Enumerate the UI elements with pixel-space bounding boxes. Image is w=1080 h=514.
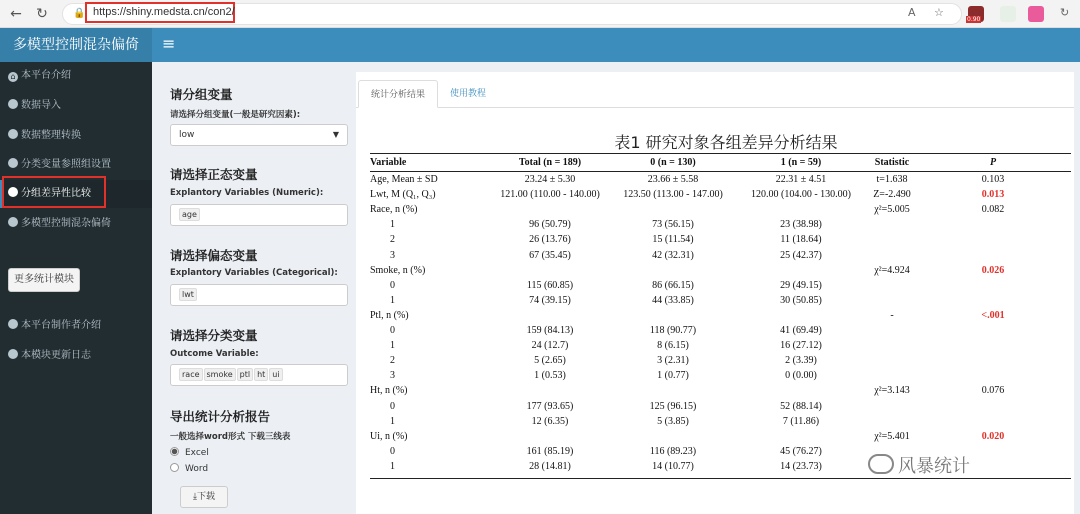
- table-cell: 23 (38.98): [780, 219, 822, 231]
- table-row: [370, 383, 1071, 398]
- table-row: [370, 308, 1071, 323]
- table-cell: 5 (2.65): [534, 355, 566, 367]
- table-cell: 23.24 ± 5.30: [524, 174, 576, 185]
- p-value-cell: 0.082: [981, 204, 1005, 216]
- group-select-value: low: [179, 130, 195, 140]
- table-cell: t=1.638: [876, 174, 908, 185]
- table-cell: 44 (33.85): [652, 294, 694, 306]
- table-row: [370, 217, 1071, 232]
- variable-cell: Race, n (%): [370, 204, 418, 216]
- cat-label: Outcome Variable:: [170, 349, 259, 359]
- group-label: 请选择分组变量(一般是研究因素):: [170, 110, 301, 120]
- table-cell: 96 (50.79): [529, 219, 571, 231]
- variable-cell: 1: [390, 340, 395, 352]
- circle-icon: [8, 349, 18, 359]
- table-cell: 0 (0.00): [785, 370, 817, 382]
- table-cell: -: [890, 309, 894, 321]
- table-header-cell: Statistic: [874, 157, 910, 168]
- group-section-title: 请分组变量: [170, 87, 233, 102]
- sidebar-item-group-compare[interactable]: 分组差异性比较: [0, 180, 152, 208]
- table-row: [370, 429, 1071, 444]
- download-icon: ⤓: [193, 492, 197, 502]
- table-cell: 42 (32.31): [652, 249, 694, 261]
- table-cell: 177 (93.65): [526, 400, 574, 412]
- selected-tag[interactable]: age: [179, 208, 200, 221]
- sidebar-item-changelog[interactable]: 本模块更新日志: [0, 342, 152, 370]
- table-row: [370, 368, 1071, 383]
- variable-cell: 1: [390, 294, 395, 306]
- circle-icon: [8, 129, 18, 139]
- table-cell: 14 (23.73): [780, 460, 822, 472]
- table-cell: 1 (0.77): [657, 370, 689, 382]
- table-cell: 123.50 (113.00 - 147.00): [623, 189, 723, 201]
- sidebar-item-authors[interactable]: 本平台制作者介绍: [0, 312, 152, 340]
- variable-cell: 2: [390, 355, 395, 367]
- table-cell: 26 (13.76): [529, 234, 571, 246]
- variable-cell: 2: [390, 234, 395, 246]
- variable-cell: 0: [390, 279, 395, 291]
- table-cell: 116 (89.23): [649, 445, 697, 457]
- highlight-box: [2, 176, 106, 208]
- tab-results[interactable]: 统计分析结果: [358, 80, 438, 108]
- sidebar-item-intro[interactable]: ⌂ 本平台介绍: [0, 62, 152, 90]
- back-arrow-icon[interactable]: ←: [10, 6, 22, 22]
- table-header-cell: 0 (n = 130): [650, 157, 696, 168]
- selected-tag[interactable]: smoke: [204, 368, 236, 381]
- menu-toggle-icon[interactable]: ≡: [162, 34, 176, 53]
- reload-icon[interactable]: ↻: [36, 6, 48, 22]
- radio-checked-icon: [170, 447, 179, 456]
- group-select[interactable]: [170, 124, 348, 146]
- variable-cell: Ui, n (%): [370, 430, 408, 442]
- table-cell: 3 (2.31): [657, 355, 689, 367]
- download-button[interactable]: ⤓下载: [180, 486, 228, 508]
- table-row: [370, 399, 1071, 414]
- p-value-cell: 0.076: [981, 385, 1005, 397]
- table-cell: 11 (18.64): [780, 234, 822, 246]
- table-row: [370, 263, 1071, 278]
- table-row: [370, 202, 1071, 217]
- selected-tag[interactable]: ht: [254, 368, 268, 381]
- table-header-cell: 1 (n = 59): [780, 157, 822, 168]
- table-cell: 159 (84.13): [526, 325, 574, 336]
- table-row: [370, 248, 1071, 263]
- home-icon: ⌂: [8, 72, 18, 82]
- results-panel: [356, 72, 1074, 514]
- sidebar: [0, 62, 152, 514]
- normal-label: Explantory Variables (Numeric):: [170, 188, 324, 198]
- app-logo-title: 多模型控制混杂偏倚: [0, 28, 152, 62]
- selected-tag[interactable]: race: [179, 368, 203, 381]
- table-cell: 74 (39.15): [529, 294, 571, 306]
- table-cell: 22.31 ± 4.51: [775, 174, 827, 185]
- selected-tag[interactable]: ptl: [237, 368, 253, 381]
- top-navbar: [152, 28, 1080, 62]
- table-header-cell: Variable: [370, 157, 407, 168]
- table-cell: 120.00 (104.00 - 130.00): [751, 189, 851, 201]
- table-cell: 45 (76.27): [780, 445, 822, 457]
- table-title: 表1 研究对象各组差异分析结果: [614, 133, 838, 152]
- favorite-star-icon[interactable]: ☆: [934, 6, 944, 19]
- variable-cell: Age, Mean ± SD: [370, 174, 438, 185]
- table-row: [370, 293, 1071, 308]
- variable-cell: Smoke, n (%): [370, 264, 426, 276]
- table-cell: 12 (6.35): [531, 415, 569, 427]
- table-rule: [370, 478, 1071, 479]
- caret-down-icon: ▼: [332, 130, 339, 139]
- table-row: [370, 323, 1071, 338]
- table-cell: χ²=5.005: [874, 204, 910, 216]
- more-modules-button[interactable]: 更多统计模块: [8, 268, 80, 292]
- variable-cell: 0: [390, 445, 395, 457]
- p-value-cell: 0.103: [981, 174, 1005, 185]
- table-cell: 23.66 ± 5.58: [647, 174, 699, 185]
- table-cell: 121.00 (110.00 - 140.00): [500, 189, 600, 201]
- table-cell: 5 (3.85): [657, 415, 689, 427]
- table-header-cell: Total (n = 189): [518, 157, 582, 168]
- url-text[interactable]: https://shiny.medsta.cn/con2/: [85, 2, 235, 23]
- extension-icon[interactable]: [1000, 6, 1016, 22]
- selected-tag[interactable]: lwt: [179, 288, 197, 301]
- table-row: [370, 187, 1071, 202]
- table-cell: 30 (50.85): [780, 294, 822, 306]
- variable-cell: 1: [390, 219, 395, 231]
- extension-icon[interactable]: [1028, 6, 1044, 22]
- radio-word[interactable]: Word: [170, 463, 208, 474]
- table-cell: 41 (69.49): [780, 325, 822, 336]
- circle-icon: [8, 217, 18, 227]
- table-cell: χ²=4.924: [874, 264, 910, 276]
- table-cell: 16 (27.12): [780, 340, 822, 352]
- variable-cell: 1: [390, 415, 395, 427]
- table-cell: 1 (0.53): [534, 370, 566, 382]
- export-label: 一般选择word形式 下载三线表: [170, 432, 291, 442]
- table-cell: 15 (11.54): [652, 234, 694, 246]
- circle-icon: [8, 158, 18, 168]
- table-cell: 25 (42.37): [780, 249, 822, 261]
- table-cell: 29 (49.15): [780, 279, 822, 291]
- table-cell: χ²=3.143: [874, 385, 910, 397]
- circle-icon: [8, 99, 18, 109]
- extension-badge: 0.90: [967, 16, 981, 23]
- read-aloud-icon[interactable]: A: [908, 6, 916, 19]
- variable-cell: 1: [390, 460, 395, 472]
- table-cell: 2 (3.39): [785, 355, 817, 367]
- table-header-cell: P: [989, 157, 997, 168]
- sidebar-item-import[interactable]: 数据导入: [0, 92, 152, 120]
- table-cell: 161 (85.19): [526, 445, 574, 457]
- p-value-cell: 0.013: [981, 189, 1005, 201]
- p-value-cell: <.001: [981, 309, 1005, 321]
- input-panel: [160, 70, 350, 514]
- table-cell: 118 (90.77): [649, 325, 697, 336]
- variable-cell: 3: [390, 370, 395, 382]
- normal-multiselect[interactable]: [170, 204, 348, 226]
- variable-cell: Lwt, M (Q₁, Q₃): [370, 189, 436, 201]
- skew-multiselect[interactable]: [170, 284, 348, 306]
- table-cell: Z=-2.490: [873, 189, 911, 201]
- cat-section-title: 请选择分类变量: [170, 328, 258, 343]
- table-row: [370, 338, 1071, 353]
- selected-tag[interactable]: ui: [269, 368, 282, 381]
- sidebar-item-transform[interactable]: 数据整理转换: [0, 122, 152, 150]
- table-row: [370, 278, 1071, 293]
- lock-icon: 🔒: [73, 8, 86, 19]
- table-row: [370, 353, 1071, 368]
- table-row: [370, 172, 1071, 187]
- users-icon: [8, 319, 18, 329]
- refresh-extension-icon[interactable]: ↻: [1060, 6, 1070, 19]
- table-cell: 7 (11.86): [782, 415, 820, 427]
- wechat-icon: [868, 454, 894, 474]
- variable-cell: Ht, n (%): [370, 385, 408, 397]
- table-cell: 125 (96.15): [649, 400, 697, 412]
- table-cell: 24 (12.7): [531, 340, 569, 352]
- variable-cell: 0: [390, 325, 395, 336]
- table-cell: 115 (60.85): [526, 279, 574, 291]
- variable-cell: 3: [390, 249, 395, 261]
- table-row: [370, 414, 1071, 429]
- table-cell: χ²=5.401: [874, 430, 910, 442]
- sidebar-item-multimodel[interactable]: 多模型控制混杂偏倚: [0, 210, 152, 238]
- table-row: [370, 232, 1071, 247]
- table-cell: 73 (56.15): [652, 219, 694, 231]
- p-value-cell: 0.020: [981, 430, 1005, 442]
- table-cell: 8 (6.15): [657, 340, 689, 352]
- sidebar-item-reference[interactable]: 分类变量参照组设置: [0, 151, 152, 179]
- cat-multiselect[interactable]: [170, 364, 348, 386]
- tab-tutorial[interactable]: 使用教程: [450, 89, 487, 99]
- table-cell: 28 (14.81): [529, 460, 571, 472]
- radio-excel[interactable]: Excel: [170, 447, 209, 458]
- watermark: 风暴统计: [898, 456, 970, 477]
- variable-cell: 0: [390, 400, 395, 412]
- radio-unchecked-icon: [170, 463, 179, 472]
- export-section-title: 导出统计分析报告: [170, 409, 271, 424]
- normal-section-title: 请选择正态变量: [170, 167, 258, 182]
- p-value-cell: 0.026: [981, 264, 1005, 276]
- table-rule: [370, 153, 1071, 154]
- browser-toolbar: [0, 0, 1080, 28]
- table-cell: 52 (88.14): [780, 400, 822, 412]
- table-cell: 14 (10.77): [652, 460, 694, 472]
- table-cell: 86 (66.15): [652, 279, 694, 291]
- table-cell: 67 (35.45): [529, 249, 571, 261]
- tab-bar: [356, 80, 1074, 108]
- variable-cell: Ptl, n (%): [370, 309, 409, 321]
- skew-label: Explantory Variables (Categorical):: [170, 268, 338, 278]
- skew-section-title: 请选择偏态变量: [170, 248, 258, 263]
